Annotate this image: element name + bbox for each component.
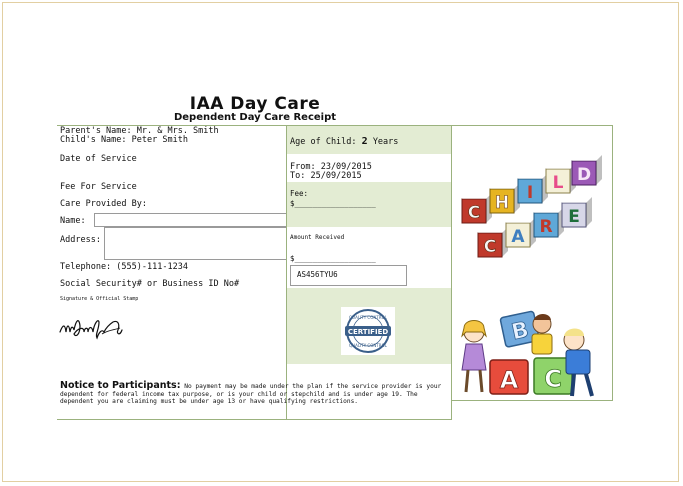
- age-label: Age of Child:: [290, 137, 357, 147]
- date-from: From: 23/09/2015: [290, 162, 372, 172]
- name-field[interactable]: [94, 213, 287, 227]
- page-subtitle: Dependent Day Care Receipt: [173, 112, 337, 123]
- fee-label: Fee:: [290, 189, 309, 198]
- child-care-blocks-image: [458, 155, 606, 267]
- signature-image: [58, 312, 128, 344]
- notice-to-participants: [60, 382, 448, 406]
- stamp-top-text: QUALITY CONTROL: [349, 315, 387, 320]
- telephone: Telephone: (555)-111-1234: [60, 262, 188, 272]
- block-letter: C: [544, 365, 562, 393]
- bottom-divider: [57, 419, 452, 420]
- stamp-bottom-text: QUALITY CONTROL: [349, 343, 387, 348]
- stamp-mid-text: CERTIFIED: [347, 328, 389, 336]
- address-field[interactable]: [104, 227, 287, 260]
- block-letter: E: [568, 207, 580, 227]
- block-letter: B: [509, 317, 532, 346]
- block-letter: A: [499, 366, 519, 394]
- address-label: Address:: [60, 235, 101, 245]
- name-label: Name:: [60, 216, 86, 226]
- block-letter: C: [483, 237, 497, 257]
- age-unit: Years: [372, 137, 399, 147]
- block-letter: A: [511, 227, 525, 247]
- page-title: IAA Day Care: [189, 94, 321, 114]
- fee-for-service-label: Fee For Service: [60, 182, 137, 192]
- certified-stamp-icon: [341, 307, 395, 355]
- social-security-label: Social Security# or Business ID No#: [60, 279, 240, 289]
- block-letter: C: [467, 203, 481, 223]
- care-provided-by-label: Care Provided By:: [60, 199, 147, 209]
- kids-playing-image: [456, 310, 608, 402]
- date-of-service-label: Date of Service: [60, 154, 137, 164]
- receipt-code-field[interactable]: AS456TYU6: [290, 265, 407, 286]
- childs-name: Child's Name: Peter Smith: [60, 135, 188, 145]
- amount-received-label: Amount Received: [290, 234, 345, 241]
- date-to: To: 25/09/2015: [290, 171, 362, 181]
- block-letter: D: [576, 165, 592, 185]
- signature-label: Signature & Official Stamp: [60, 296, 139, 302]
- age-value: 2: [361, 136, 368, 147]
- block-letter: I: [526, 183, 534, 203]
- parents-name: Parent's Name: Mr. & Mrs. Smith: [60, 126, 219, 136]
- notice-body: No payment may be made under the plan if the service provider is your dependent for federal income tax purpose, or is your child or stepchild and is under age 19. The dependent you are claiming must be under age 13 or have qualifying restrictions.: [60, 383, 442, 406]
- fee-line: $__________________: [290, 199, 376, 208]
- notice-heading: Notice to Participants:: [60, 380, 181, 391]
- amount-line: $__________________: [290, 254, 376, 263]
- block-letter: L: [552, 173, 564, 193]
- block-letter: H: [494, 193, 510, 213]
- block-letter: R: [539, 217, 553, 237]
- age-row: [290, 136, 398, 147]
